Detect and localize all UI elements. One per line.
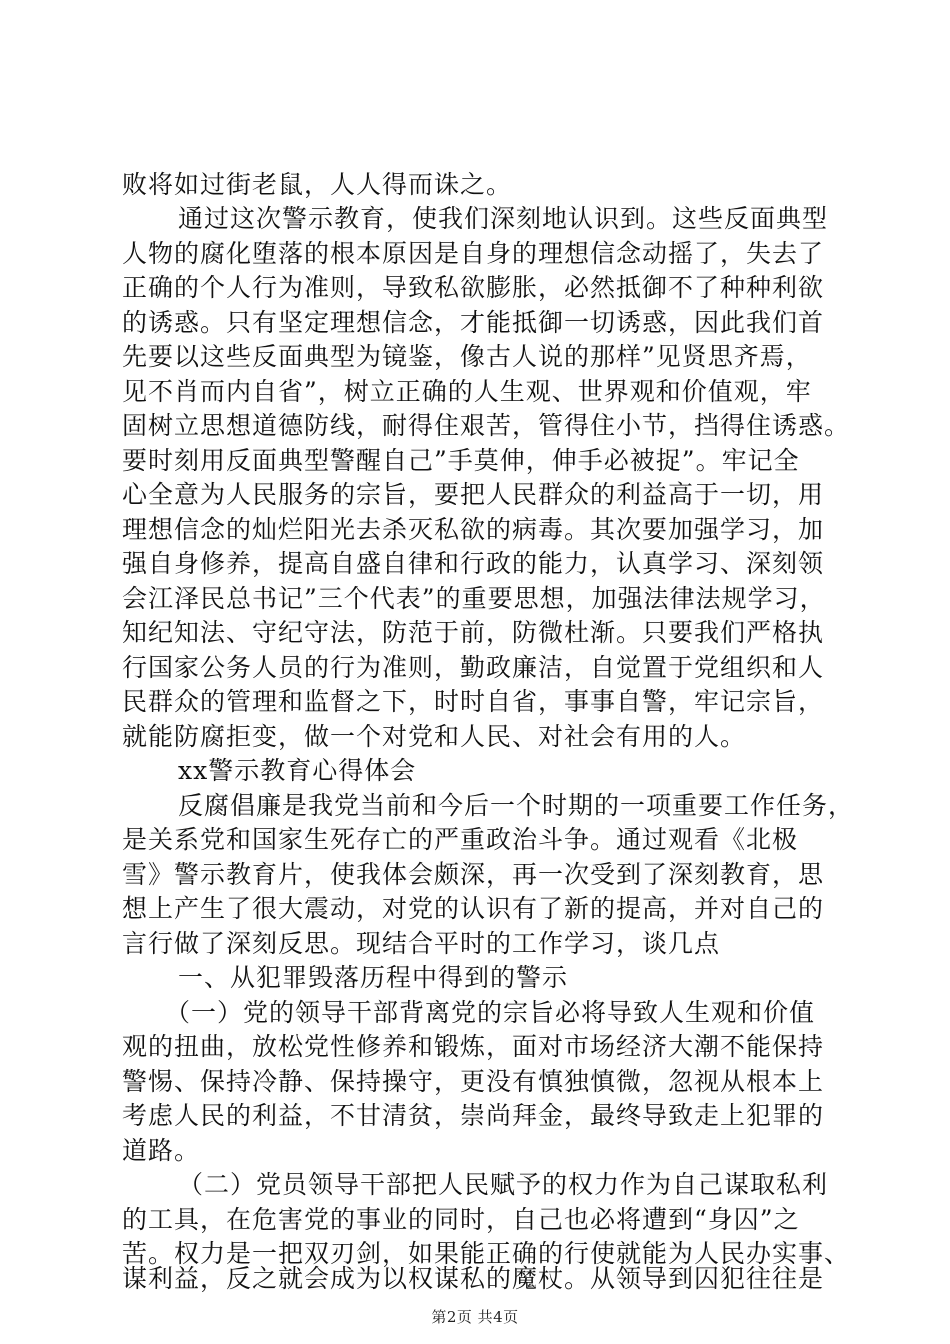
text-line: 固树立思想道德防线，耐得住艰苦，管得住小节，挡得住诱惑。 xyxy=(122,411,851,440)
text-line: （一）党的领导干部背离党的宗旨必将导致人生观和价值 xyxy=(165,998,816,1027)
text-line: 人物的腐化堕落的根本原因是自身的理想信念动摇了，失去了 xyxy=(122,239,825,268)
text-line: 行国家公务人员的行为准则，勤政廉洁，自觉置于党组织和人 xyxy=(122,653,825,682)
text-line: 反腐倡廉是我党当前和今后一个时期的一项重要工作任务， xyxy=(178,791,855,820)
text-line: 民群众的管理和监督之下，时时自省，事事自警，牢记宗旨， xyxy=(122,687,825,716)
text-line: 就能防腐拒变，做一个对党和人民、对社会有用的人。 xyxy=(122,722,747,751)
text-line: 要时刻用反面典型警醒自己”手莫伸，伸手必被捉”。牢记全 xyxy=(122,446,800,475)
text-line: 理想信念的灿烂阳光去杀灭私欲的病毒。其次要加强学习，加 xyxy=(122,515,825,544)
text-line: 的诱惑。只有坚定理想信念，才能抵御一切诱惑，因此我们首 xyxy=(122,308,825,337)
text-line: 谋利益，反之就会成为以权谋私的魔杖。从领导到囚犯往往是 xyxy=(122,1264,825,1293)
text-line: 先要以这些反面典型为镜鉴，像古人说的那样”见贤思齐焉， xyxy=(122,342,812,371)
text-line: （二）党员领导干部把人民赋予的权力作为自己谋取私利 xyxy=(178,1170,829,1199)
text-line: 知纪知法、守纪守法，防范于前，防微杜渐。只要我们严格执 xyxy=(122,618,825,647)
section-heading: 一、从犯罪毁落历程中得到的警示 xyxy=(178,963,569,992)
text-line: 会江泽民总书记”三个代表”的重要思想，加强法律法规学习， xyxy=(122,584,826,613)
text-line: 的工具，在危害党的事业的同时，自己也必将遭到“身囚”之 xyxy=(122,1205,800,1234)
page-number-footer: 第2页 共4页 xyxy=(431,1308,519,1326)
section-title: xx警示教育心得体会 xyxy=(178,756,417,785)
text-line: 心全意为人民服务的宗旨，要把人民群众的利益高于一切，用 xyxy=(122,480,825,509)
text-line: 正确的个人行为准则，导致私欲膨胀，必然抵御不了种种利欲 xyxy=(122,273,825,302)
text-line: 警惕、保持冷静、保持操守，更没有慎独慎微，忽视从根本上 xyxy=(122,1067,825,1096)
text-line: 想上产生了很大震动，对党的认识有了新的提高，并对自己的 xyxy=(122,894,825,923)
text-line: 考虑人民的利益，不甘清贫，崇尚拜金，最终导致走上犯罪的 xyxy=(122,1101,825,1130)
text-line: 强自身修养，提高自盛自律和行政的能力，认真学习、深刻领 xyxy=(122,549,825,578)
text-line: 观的扭曲，放松党性修养和锻炼，面对市场经济大潮不能保持 xyxy=(122,1032,825,1061)
text-line: 通过这次警示教育，使我们深刻地认识到。这些反面典型 xyxy=(178,204,829,233)
text-line: 是关系党和国家生死存亡的严重政治斗争。通过观看《北极 xyxy=(122,825,799,854)
text-line: 道路。 xyxy=(122,1136,201,1165)
text-line: 言行做了深刻反思。现结合平时的工作学习，谈几点 xyxy=(122,929,721,958)
text-line: 败将如过街老鼠，人人得而诛之。 xyxy=(122,170,513,199)
text-line: 雪》警示教育片，使我体会颇深，再一次受到了深刻教育，思 xyxy=(122,860,825,889)
text-line: 见不肖而内自省”，树立正确的人生观、世界观和价值观，牢 xyxy=(122,377,812,406)
text-line: 苦。权力是一把双刃剑，如果能正确的行使就能为人民办实事、 xyxy=(122,1239,851,1268)
